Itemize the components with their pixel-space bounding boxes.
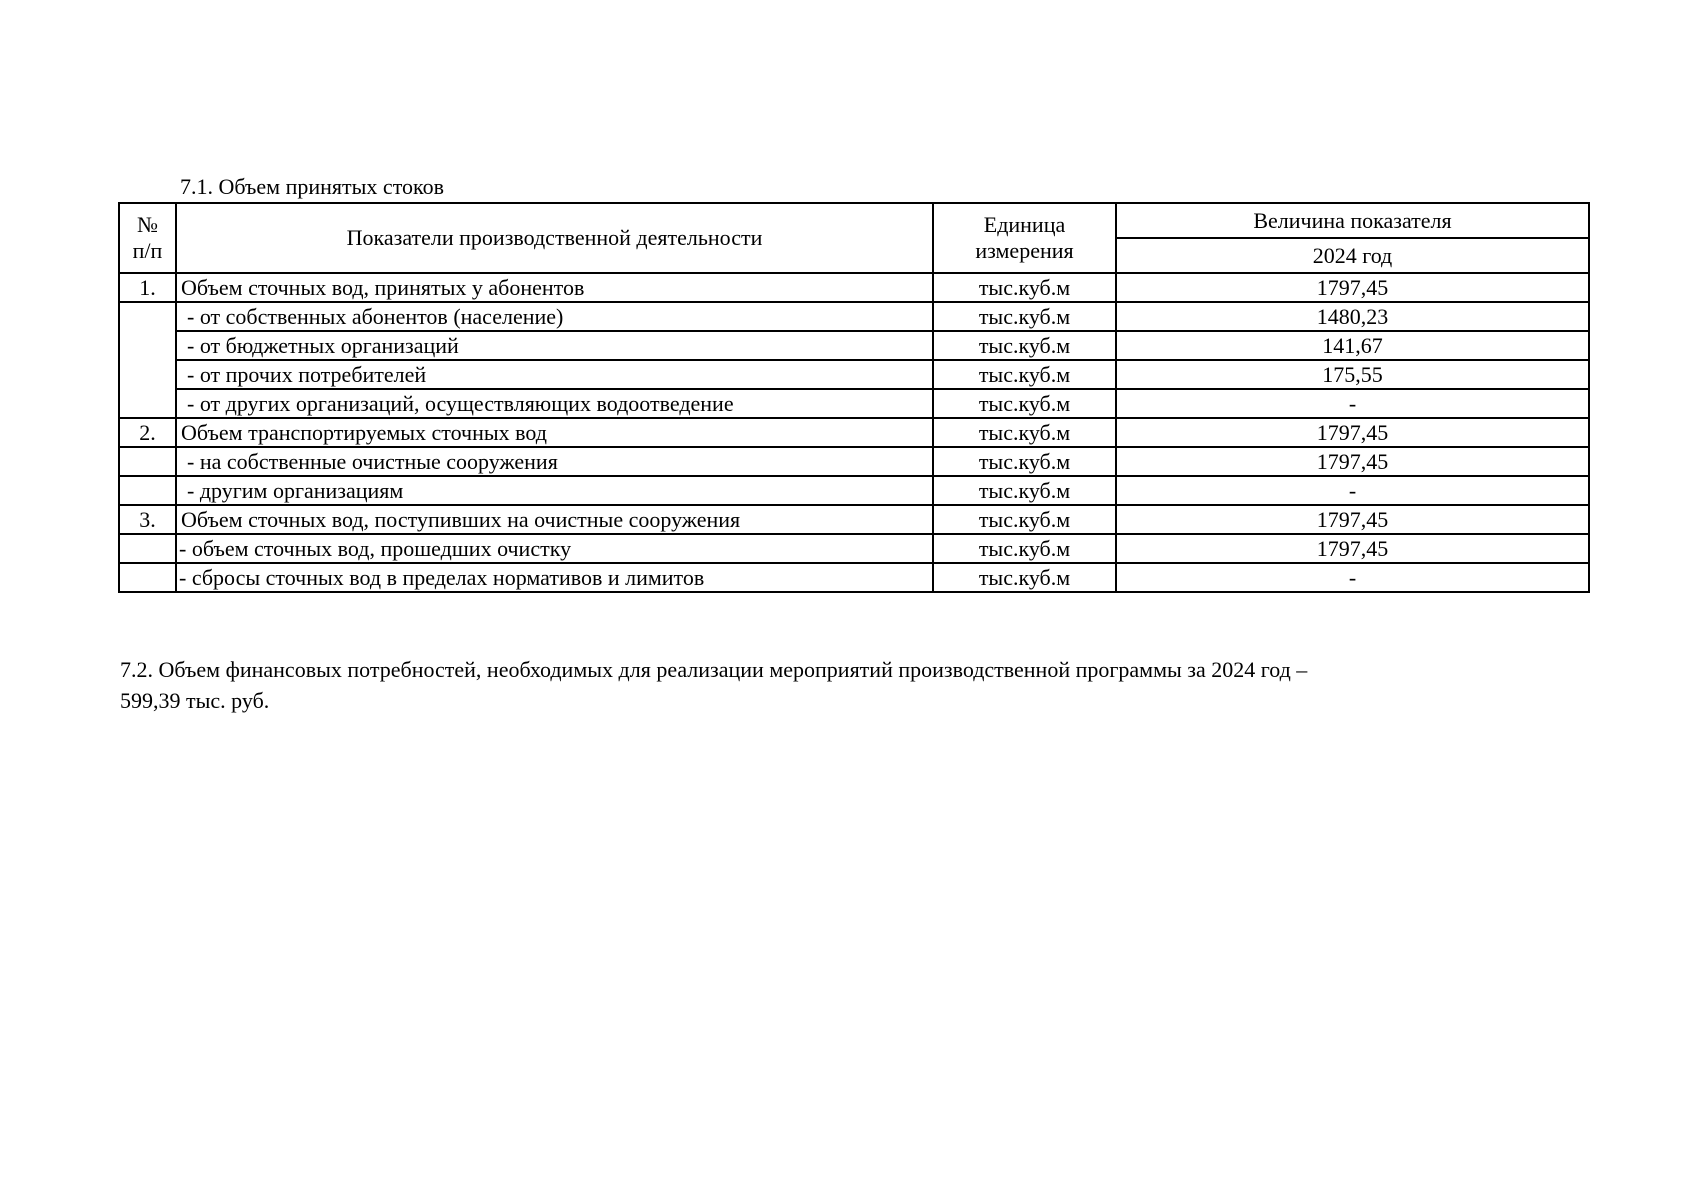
- row-value: 1797,45: [1116, 418, 1589, 447]
- table-row: [119, 273, 1589, 302]
- row-unit: тыс.куб.м: [933, 389, 1116, 418]
- row-unit: тыс.куб.м: [933, 476, 1116, 505]
- row-number: [119, 476, 176, 505]
- table-header-row: [119, 203, 1589, 238]
- row-number: 1.: [119, 273, 176, 302]
- row-value: 141,67: [1116, 331, 1589, 360]
- row-value: 175,55: [1116, 360, 1589, 389]
- table-row: [119, 331, 1589, 360]
- header-number: [119, 203, 176, 273]
- row-indicator: - от других организаций, осуществляющих водоотведение: [176, 389, 933, 418]
- header-year: 2024 год: [1116, 238, 1589, 273]
- row-value: 1480,23: [1116, 302, 1589, 331]
- row-number: [119, 563, 176, 592]
- table-row: [119, 534, 1589, 563]
- row-unit: тыс.куб.м: [933, 447, 1116, 476]
- row-unit: тыс.куб.м: [933, 331, 1116, 360]
- row-indicator: Объем сточных вод, принятых у абонентов: [176, 273, 933, 302]
- table-row: [119, 302, 1589, 331]
- row-unit: тыс.куб.м: [933, 505, 1116, 534]
- table-row: [119, 418, 1589, 447]
- financial-needs-paragraph: [120, 654, 1520, 716]
- row-indicator: - другим организациям: [176, 476, 933, 505]
- table-row: [119, 476, 1589, 505]
- table-row: [119, 389, 1589, 418]
- row-indicator: - от собственных абонентов (население): [176, 302, 933, 331]
- table-row: [119, 505, 1589, 534]
- row-number: [119, 447, 176, 476]
- header-unit: [933, 203, 1116, 273]
- row-indicator: - от бюджетных организаций: [176, 331, 933, 360]
- row-unit: тыс.куб.м: [933, 563, 1116, 592]
- section-title: 7.1. Объем принятых стоков: [180, 174, 444, 199]
- header-number-line2: п/п: [132, 238, 163, 263]
- row-unit: тыс.куб.м: [933, 418, 1116, 447]
- header-unit-line2: измерения: [975, 238, 1074, 263]
- table-row: [119, 360, 1589, 389]
- row-value: 1797,45: [1116, 273, 1589, 302]
- table-row: [119, 563, 1589, 592]
- wastewater-volume-table: [118, 202, 1590, 593]
- row-unit: тыс.куб.м: [933, 534, 1116, 563]
- row-number-merged: [119, 302, 176, 418]
- row-indicator: - объем сточных вод, прошедших очистку: [176, 534, 933, 563]
- row-value: 1797,45: [1116, 505, 1589, 534]
- row-number: 3.: [119, 505, 176, 534]
- row-value: -: [1116, 563, 1589, 592]
- header-unit-line1: Единица: [983, 212, 1066, 237]
- row-value: 1797,45: [1116, 447, 1589, 476]
- row-indicator: - от прочих потребителей: [176, 360, 933, 389]
- row-indicator: Объем сточных вод, поступивших на очистные сооружения: [176, 505, 933, 534]
- row-indicator: - сбросы сточных вод в пределах нормативов и лимитов: [176, 563, 933, 592]
- row-number: [119, 534, 176, 563]
- row-unit: тыс.куб.м: [933, 302, 1116, 331]
- header-number-line1: №: [137, 212, 158, 237]
- paragraph-line-2: 599,39 тыс. руб.: [120, 688, 270, 713]
- row-number: 2.: [119, 418, 176, 447]
- paragraph-line-1: 7.2. Объем финансовых потребностей, необходимых для реализации мероприятий производственной программы за 2024 год –: [120, 657, 1308, 682]
- row-value: -: [1116, 476, 1589, 505]
- table-row: [119, 447, 1589, 476]
- header-value-group: Величина показателя: [1116, 203, 1589, 238]
- row-indicator: Объем транспортируемых сточных вод: [176, 418, 933, 447]
- header-indicator: Показатели производственной деятельности: [176, 203, 933, 273]
- row-value: 1797,45: [1116, 534, 1589, 563]
- row-unit: тыс.куб.м: [933, 273, 1116, 302]
- row-indicator: - на собственные очистные сооружения: [176, 447, 933, 476]
- row-value: -: [1116, 389, 1589, 418]
- row-unit: тыс.куб.м: [933, 360, 1116, 389]
